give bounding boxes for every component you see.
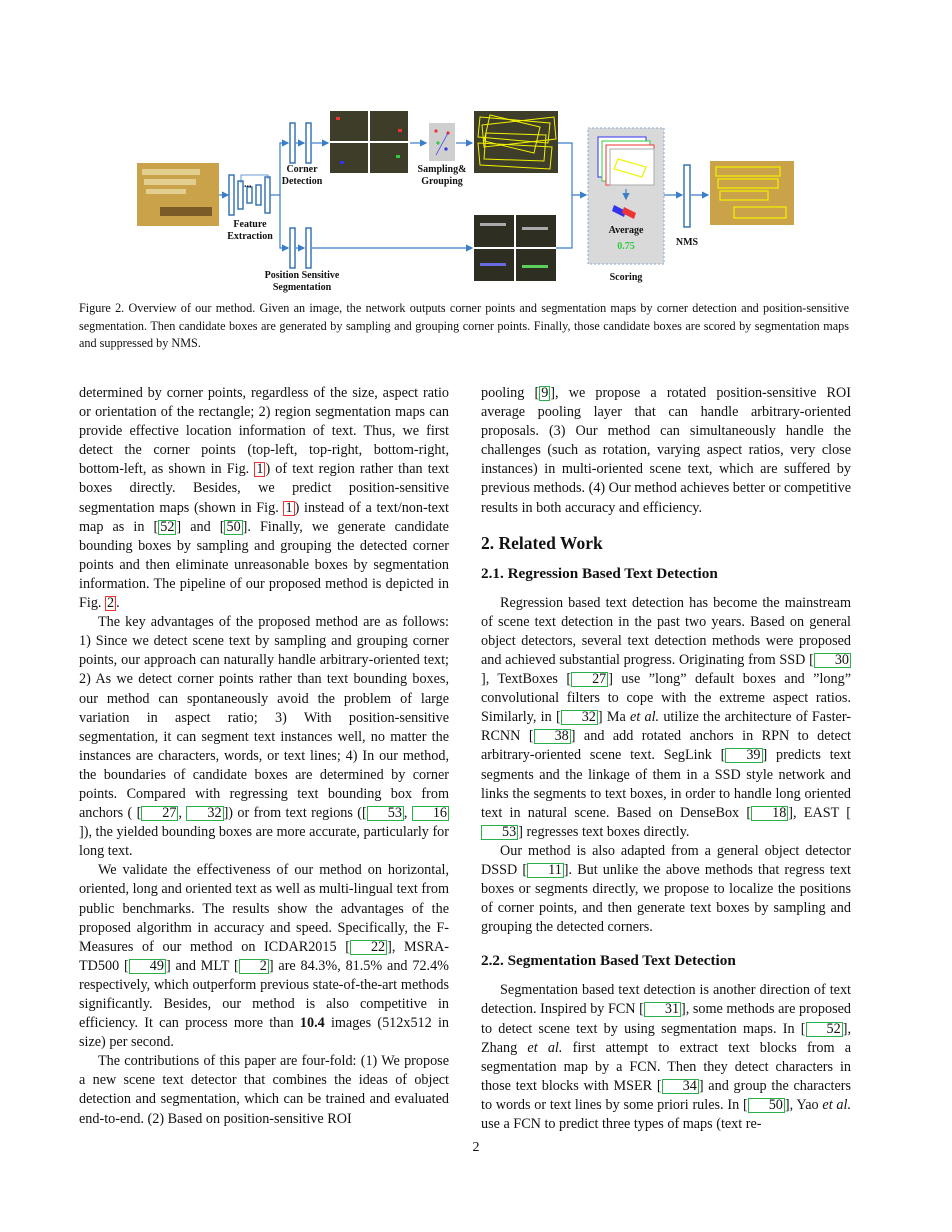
citation-link[interactable]: 38 [534,729,571,744]
citation-link[interactable]: 27 [571,672,608,687]
subsection-heading-segmentation: 2.2. Segmentation Based Text Detection [481,952,736,970]
left-paragraph-3: We validate the effectiveness of our method on horizontal, oriented, long and oriented text as well as multi-lingual text from public benchmarks. The results show the advantages of the proposed algorithm in accuracy and speed. Specifically, the F-Measures of our method on ICDAR2015 [ 22 ], MSRA-TD500 [ 49 ] and MLT [ 2 ] are 84.3%, 81.5% and 72.4% respectively, which outperform previous state-of-the-art methods significantly. Besides, our method is also competitive in efficiency. It can process more than 10.4 images (512x512 in size) per second. [79,862,449,1051]
citation-link[interactable]: 9 [541,385,549,401]
citation-link[interactable]: 32 [186,806,223,821]
citation-link[interactable]: 2 [239,959,269,974]
segmentation-maps [474,215,556,281]
page-number: 2 [472,1140,480,1155]
citation-link[interactable]: 53 [481,825,518,840]
subsection-heading-regression: 2.1. Regression Based Text Detection [481,564,718,582]
sampling-label-2: Grouping [421,176,463,187]
score-value: 0.75 [617,241,635,252]
right-paragraph-4: Segmentation based text detection is another direction of text detection. Inspired by FCN [ 31 ], some methods are proposed to detect scene text by using segmentation maps. In [ 52 ], Zhang et al. first attempt to extract text blocks from a segmentation map by a FCN. Then they detect characters in those text blocks with MSER [ 34 ] and group the characters to words or text lines by some priori rules. In [ 50 ], Yao et al. use a FCN to predict three types of maps (text re- [481,982,851,1132]
right-paragraph-1: pooling [ 9 ], we propose a rotated position-sensitive ROI average pooling layer that can handle arbitrary-oriented proposals. (3) Our method can simultaneously handle the challenges (such as rotation, varying aspect ratios, very close instances) in multi-oriented scene text, which are suffered by previous methods. (4) Our method achieves better or competitive results in both accuracy and efficiency. [481,385,851,516]
nms-layer [684,165,690,227]
dots-label: ... [244,179,252,190]
fig-link[interactable]: 2 [107,595,115,612]
right-paragraph-2: Regression based text detection has become the mainstream of scene text detection in the past two years. Based on general object detectors, several text detection methods were proposed and achieved substantial progress. Originating from SSD [ 30], TextBoxes [ 27 ] use ”long” default boxes and ”long” convolutional filters to cope with the extreme aspect ratios. Similarly, in [ 32 ] Ma et al. utilize the architecture of Faster-RCNN [ 38 ] and add rotated anchors in RPN to detect arbitrary-oriented scene text. SegLink [ 39 ] predicts text segments and the linkage of them in a SSD style network and links the segments to text boxes, in order to handle long oriented text in natural scene. Based on DenseBox [ 18 ], EAST [53 ] regresses text boxes directly. [481,594,852,840]
left-paragraph-1: determined by corner points, regardless of the size, aspect ratio or orientation of the rectangle; 2) region segmentation maps can provide effective location information of text. Thus, we first detect the corner points (top-left, top-right, bottom-right, bottom-left, as shown in Fig. 1 ) of text region rather than text boxes directly. Besides, we predict position-sensitive segmentation maps (shown in Fig. 1 ) instead of a text/non-text map as in [ 52 ] and [ 50 ]. Finally, we generate candidate bounding boxes by sampling and grouping the detected corner points and then eliminate unreasonable boxes by segmentation information. The pipeline of our proposed method is depicted in Fig. 2 . [79,385,449,612]
citation-link[interactable]: 53 [367,806,404,821]
citation-link[interactable]: 34 [662,1079,699,1094]
citation-link[interactable]: 16 [412,806,449,821]
citation-link[interactable]: 52 [806,1022,843,1037]
citation-link[interactable]: 18 [751,806,788,821]
citation-link[interactable]: 22 [350,940,387,955]
feature-extraction-label-1: Feature [233,219,267,230]
corner-maps [330,111,408,173]
left-paragraph-2: The key advantages of the proposed method are as follows: 1) Since we detect scene text by sampling and grouping corner points, our approach can naturally handle arbitrary-oriented text; 2) As we detect corner points rather than text bounding boxes, our method can spontaneously avoid the problem of large variation in aspect ratio; 3) With position-sensitive segmentation, it can segment text instances well, no matter the instances are characters, words, or text lines; 4) In our method, the boundaries of candidate boxes are determined by corner points. Compared with regressing text bounding box from anchors ( [ 27 , 32 ]) or from text regions ([ 53 , 16]), the yielded bounding boxes are more accurate, particularly for long text. [79,614,449,860]
nms-label: NMS [675,237,699,248]
overview-figure [130,103,830,293]
corner-detection-label-2: Detection [281,176,323,187]
corner-detection-label-1: Corner [286,164,318,175]
pss-label-2: Segmentation [272,282,332,293]
fig-link[interactable]: 1 [285,499,293,516]
right-column [481,384,851,1134]
citation-link[interactable]: 32 [561,710,598,725]
citation-link[interactable]: 39 [725,748,762,763]
citation-link[interactable]: 27 [141,806,178,821]
output-image [710,161,794,225]
citation-link[interactable]: 50 [226,518,241,535]
average-label: Average [608,225,644,236]
right-paragraph-3: Our method is also adapted from a general object detector DSSD [ 11 ]. But unlike the above methods that regress text boxes or segments directly, we propose to localize the positions of corner points, and then generate text boxes by sampling and grouping the detected corners. [481,842,851,936]
figure-caption: Figure 2. Overview of our method. Given an image, the network outputs corner points and segmentation maps by corner detection and position-sensitive segmentation. Then candidate boxes are generated by sampling and grouping corner points. Finally, those candidate boxes are scored by segmentation maps and suppressed by NMS. [79,301,849,351]
sampling-grouping-box [429,123,455,161]
left-column [79,384,449,1129]
pss-label-1: Position Sensitive [264,270,340,281]
sampling-label-1: Sampling& [417,164,467,175]
scoring-label: Scoring [609,272,643,283]
citation-link[interactable]: 50 [748,1098,785,1113]
fig-link[interactable]: 1 [256,461,264,478]
feature-extraction-label-2: Extraction [227,231,273,242]
citation-link[interactable]: 52 [160,518,175,535]
candidate-boxes [474,111,558,173]
citation-link[interactable]: 49 [129,959,166,974]
left-paragraph-4: The contributions of this paper are four-fold: (1) We propose a new scene text detector that combines the ideas of object detection and segmentation, which can be trained and evaluated end-to-end. (2) Based on position-sensitive ROI [79,1053,449,1127]
citation-link[interactable]: 30 [814,653,851,668]
citation-link[interactable]: 11 [527,863,564,878]
citation-link[interactable]: 31 [644,1002,681,1017]
section-heading: 2. Related Work [481,532,603,553]
